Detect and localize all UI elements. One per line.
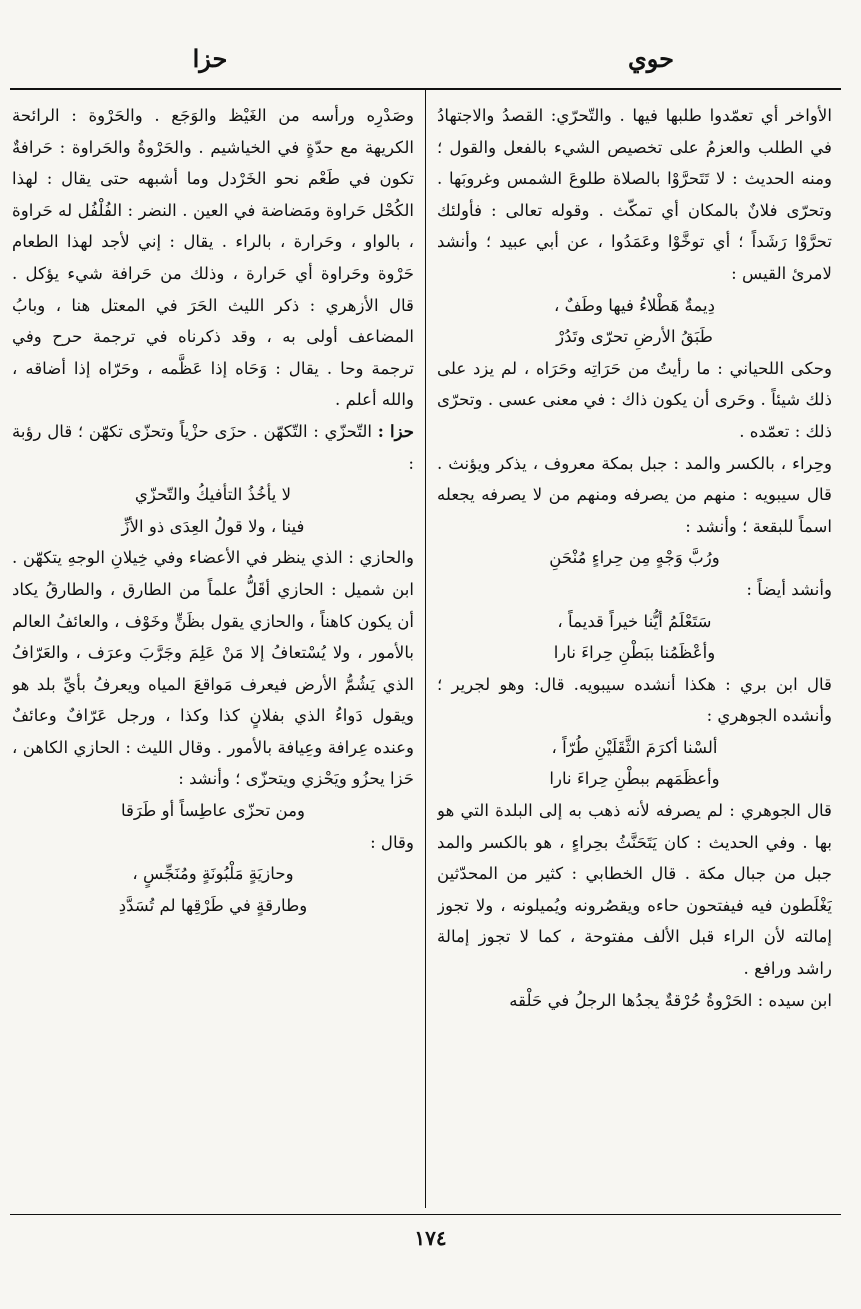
entry-text: التّحزّي : التّكهّن . حزَى حزْياً وتحزّى تكهّن ؛ قال رؤبة : <box>12 421 414 473</box>
right-running-headword: حوي <box>627 44 675 73</box>
column-divider <box>425 90 426 1208</box>
left-running-headword: حزا <box>192 44 228 73</box>
verse-line: فينا ، ولا قولُ العِدَى ذو الأزِّ <box>121 516 305 536</box>
entry-headword: حزا : <box>377 420 414 441</box>
verse-line: وأعْظَمُنا ببَطْنِ حِراءَ نارا <box>553 643 716 663</box>
verse-line: وطارقةٍ في طَرْقِها لم تُسَدَّدِ <box>118 895 308 915</box>
paragraph: قال ابن بري : هكذا أنشده سيبويه. قال: وهو لجرير ؛ وأنشده الجوهري : <box>437 674 832 726</box>
verse-line: وحازيَةٍ مَلْبُونَةٍ ومُنَجِّسٍ ، <box>132 864 294 884</box>
right-column <box>437 100 832 1206</box>
footer-rule <box>10 1214 841 1215</box>
paragraph: ابن سيده : الحَرْوةُ حُرْقةٌ يجدُها الرجلُ في حَلْقه <box>509 990 832 1010</box>
paragraph: الأواخر أي تعمّدوا طلبها فيها . والتّحرّي: القصدُ والاجتهادُ في الطلب والعزمُ على تخصيص الشيء بالفعل والقول ؛ ومنه الحديث : لا تَتَحرَّوْا بالصلاة طلوعَ الشمس وغروبَها . وتحرّى فلانٌ بالمكان أي تمكّث . وقوله تعالى : فأولئك تحرَّوْا رَشَداً ؛ أي توخَّوْا وعَمَدُوا ، عن أبي عبيد ؛ وأنشد لامرئ القيس : <box>437 106 832 283</box>
paragraph: وصَدْرِه ورأسه من الغَيْظ والوَجَع . والحَرْوة : الرائحة الكريهة مع حدّةٍ في الخياشيم . والحَرْوةُ والحَراوة : حَرافةٌ تكون في طَعْم نحو الخَرْدل وما أشبهه حتى يقال : لهذا الكُحْل حَراوة ومَضاضة في العين . النضر : الفُلْفُل له حَراوة ، بالواو ، وحَرارة ، بالراء . يقال : إني لأجد لهذا الطعام حَرْوة وحَراوة أي حَرارة ، وذلك من حَرافة شيء يؤكل . قال الأزهري : ذكر الليث الحَرَ في المعتل هنا ، وبابُ المضاعف أولى به ، وقد ذكرناه في ترجمة حرح وفي ترجمة وحا . يقال : وَحَاه إذا عَظَّمه ، وحَرّاه إذا أضاقه ، والله أعلم . <box>12 106 414 410</box>
paragraph: وأنشد أيضاً : <box>746 579 832 599</box>
left-column <box>12 100 414 1206</box>
paragraph: وحِراء ، بالكسر والمد : جبل بمكة معروف ، يذكر ويؤنث . قال سيبويه : منهم من يصرفه ومنهم من لا يصرفه يجعله اسماً للبقعة ؛ وأنشد : <box>437 453 832 536</box>
verse-line: وأعظَمَهم ببطْنِ حِراءَ نارا <box>549 769 720 789</box>
page-number: ١٧٤ <box>414 1226 447 1250</box>
paragraph: وقال : <box>370 832 414 852</box>
paragraph: قال الجوهري : لم يصرفه لأنه ذهب به إلى البلدة التي هو بها . وفي الحديث : كان يَتَحَنَّثُ بحِراءٍ ، هو بالكسر والمد جبل من جبال مكة . قال الخطابي : كثير من المحدّثين يَغْلَطون فيه فيفتحون حاءه ويقصُرونه ويُميلونه ، ولا تجوز إمالته لأن الراء قبل الألف مفتوحة ، كما لا تجوز إمالة راشد ورافع . <box>437 801 832 979</box>
verse-line: ألسْنا أكرَمَ الثَّقَلَيْنِ طُرّاً ، <box>551 737 718 757</box>
verse-line: دِيمةٌ هَطْلاءُ فيها وطَفٌ ، <box>553 295 716 315</box>
verse-line: طَبَقُ الأرضِ تحرّى وتَدُرْ <box>556 327 713 347</box>
paragraph: وحكى اللحياني : ما رأيتُ من حَرَاتِه وحَرَاه ، لم يزد على ذلك شيئاً . وحَرى أن يكون ذاك : في معنى عسى . وتحرّى ذلك : تعمّده . <box>437 358 832 441</box>
verse-line: ومن تحزّى عاطِساً أو طَرَقا <box>120 801 306 821</box>
page-header <box>0 38 861 86</box>
verse-line: لا يأخُذُ التأفيكُ والتّحزّي <box>134 485 292 505</box>
verse-line: سَتَعْلَمُ أيُّنا خيراً قديماً ، <box>557 611 712 631</box>
verse-line: ورُبَّ وَجْهٍ مِن حِراءٍ مُنْحَنِ <box>549 548 720 568</box>
paragraph: والحازي : الذي ينظر في الأعضاء وفي خِيلانِ الوجهِ يتكهّن . ابن شميل : الحازي أقَلُّ علماً من الطارق ، والطارقُ يكاد أن يكون كاهناً ، والحازي يقول بظَنٍّ وخَوْف ، والعائفُ العالم بالأمور ، ولا يُسْتعافُ إلا مَنْ عَلِمَ وجَرَّبَ وعرَف ، والعَرّافُ الذي يَشُمُّ الأرض فيعرف مَواقعَ المياه ويعرفُ بأيِّ بلد هو ويقول دَواءُ الذي بفلانٍ كذا وكذا ، ورجل عَرّافٌ وعائفٌ وعنده عِرافة وعِيافة بالأمور . وقال الليث : الحازي الكاهن ، حَزا يحزُو ويَحْزي ويتحزّى ؛ وأنشد : <box>12 548 414 789</box>
dictionary-entry <box>12 416 414 479</box>
